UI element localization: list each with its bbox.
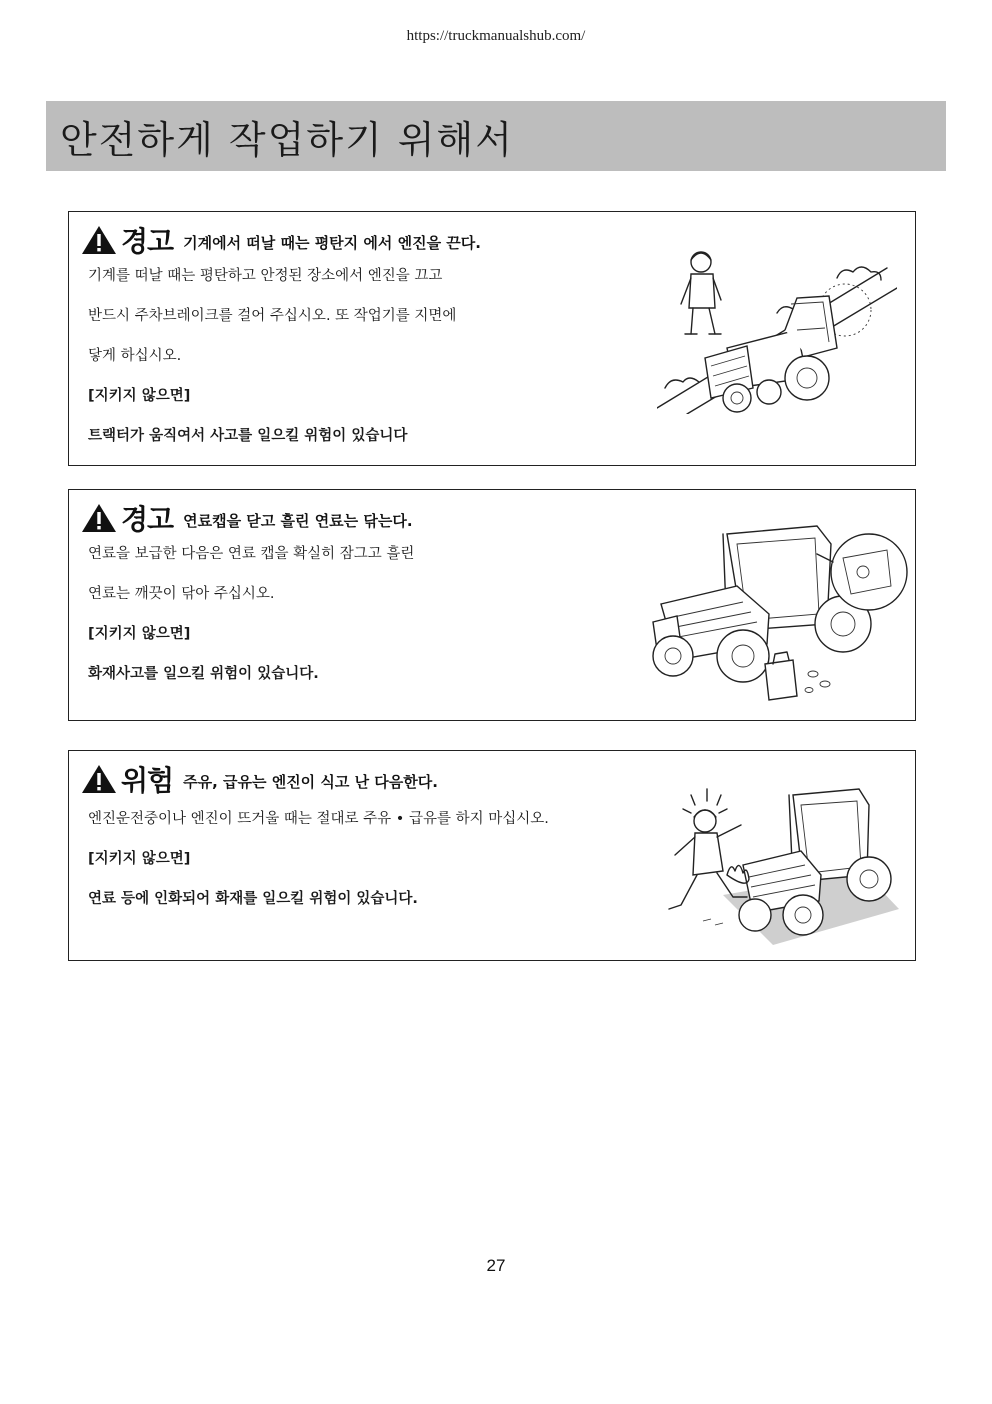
section-header xyxy=(81,759,438,799)
tractor-parking-illustration xyxy=(657,238,897,414)
body-line: 기계를 떠날 때는 평탄하고 안정된 장소에서 엔진을 끄고 xyxy=(88,268,443,284)
refueling-danger-illustration xyxy=(663,775,899,947)
section-header xyxy=(81,498,413,538)
warning-triangle-icon xyxy=(81,503,117,533)
section-headline: 연료캡을 닫고 흘린 연료는 닦는다. xyxy=(183,511,413,530)
body-line: 연료는 깨끗이 닦아 주십시오. xyxy=(88,586,275,602)
signal-word: 경고 xyxy=(121,225,174,258)
page-title: 안전하게 작업하기 위해서 xyxy=(60,117,514,162)
consequence-label: [지키지 않으면] xyxy=(88,851,191,867)
consequence-label: [지키지 않으면] xyxy=(88,388,191,404)
page-number: 27 xyxy=(486,1256,506,1275)
consequence-label: [지키지 않으면] xyxy=(88,626,191,642)
warning-triangle-icon xyxy=(81,225,117,255)
consequence-text: 화재사고를 일으킬 위험이 있습니다. xyxy=(88,666,319,682)
section-header xyxy=(81,220,481,260)
section-headline: 기계에서 떠날 때는 평탄지 에서 엔진을 끈다. xyxy=(183,233,481,252)
page-title-bar xyxy=(46,101,946,171)
body-line: 연료을 보급한 다음은 연료 캡을 확실히 잠그고 흘린 xyxy=(88,546,415,562)
section-headline: 주유, 급유는 엔진이 식고 난 다음한다. xyxy=(183,772,438,791)
signal-word: 경고 xyxy=(121,503,174,536)
consequence-text: 트랙터가 움직여서 사고를 일으킬 위험이 있습니다 xyxy=(88,428,408,444)
body-line: 닿게 하십시오. xyxy=(88,348,182,364)
warning-box-parking xyxy=(68,211,916,466)
consequence-text: 연료 등에 인화되어 화재를 일으킬 위험이 있습니다. xyxy=(88,891,418,907)
source-url[interactable]: https://truckmanualshub.com/ xyxy=(406,28,586,44)
body-line: 반드시 주차브레이크를 걸어 주십시오. 또 작업기를 지면에 xyxy=(88,308,457,324)
warning-triangle-icon xyxy=(81,764,117,794)
danger-box-refueling xyxy=(68,750,916,961)
signal-word: 위험 xyxy=(121,764,174,797)
body-line: 엔진운전중이나 엔진이 뜨거울 때는 절대로 주유 • 급유를 하지 마십시오. xyxy=(88,811,549,827)
tractor-fuel-illustration xyxy=(647,514,909,710)
warning-box-fuel-cap xyxy=(68,489,916,721)
